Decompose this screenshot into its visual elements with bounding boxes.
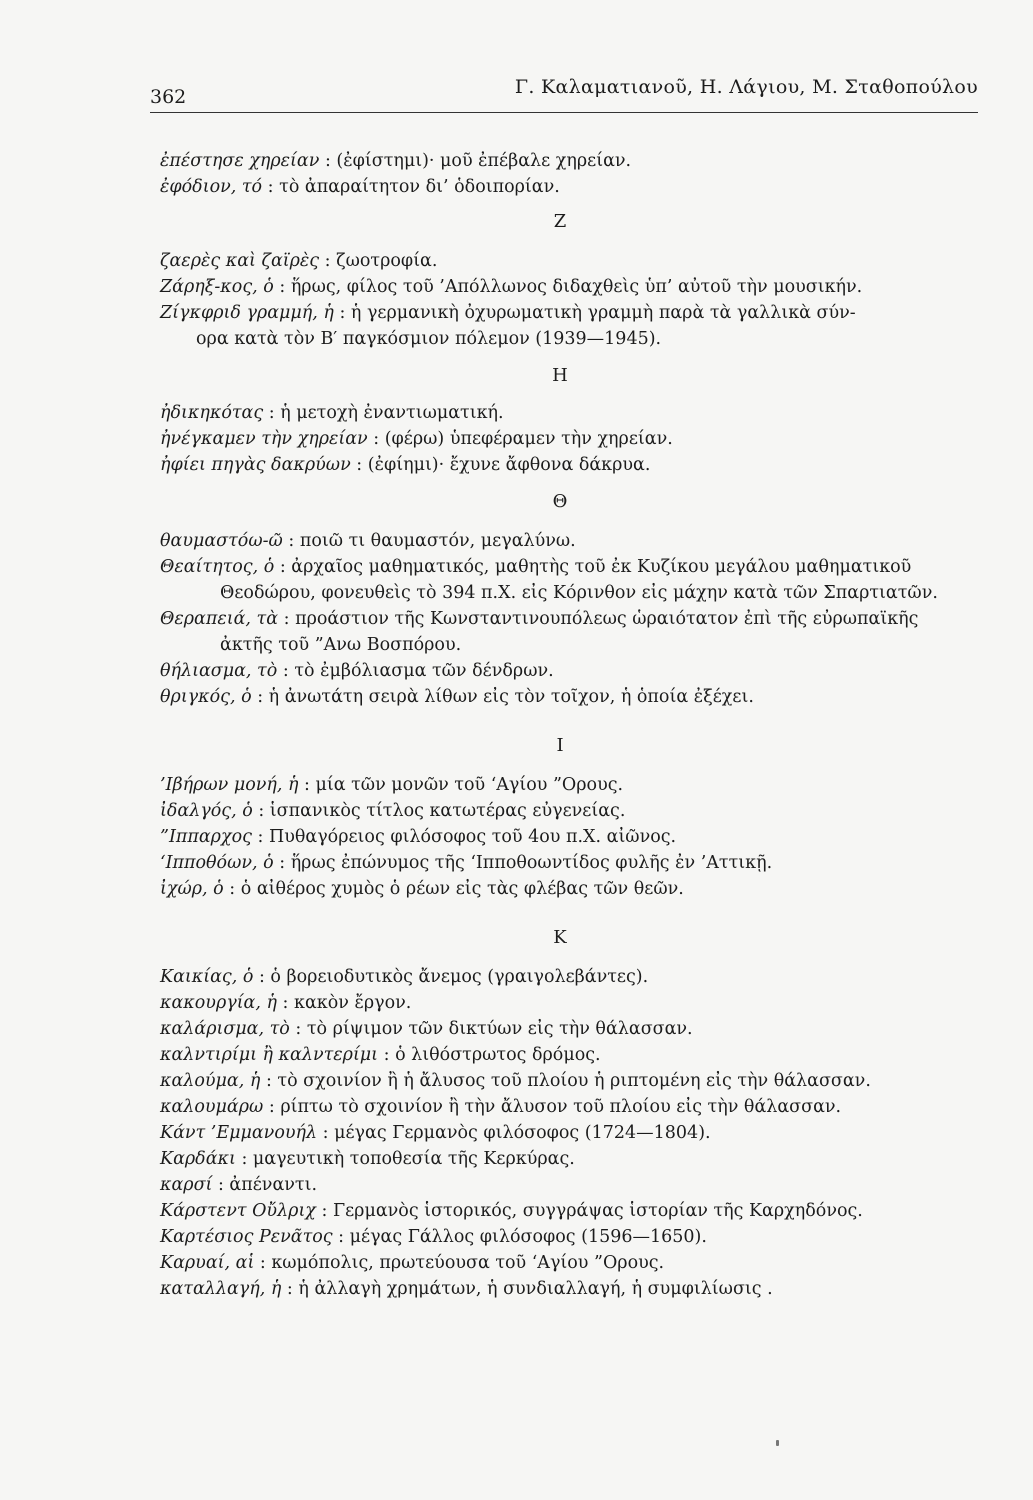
entry-separator: :	[252, 801, 270, 821]
glossary-section-z	[160, 248, 990, 352]
entry-separator: :	[273, 853, 291, 873]
entry-term: θήλιασμα, τὸ	[160, 661, 278, 681]
entry-separator: :	[253, 967, 271, 987]
entry-separator: :	[289, 1019, 307, 1039]
entry-definition: τὸ ἐμβόλιασμα τῶν δένδρων.	[294, 661, 554, 681]
glossary-entry	[160, 274, 990, 300]
entry-definition: ἥρως, φίλος τοῦ ’Απόλλωνος διδαχθεὶς ὑπ’ αὐτοῦ τὴν μουσικήν.	[290, 277, 863, 297]
entry-term: καλντιρίμι ἢ καλντερίμι	[160, 1045, 379, 1065]
glossary-section-e-tail	[160, 148, 990, 200]
entry-definition: κωμόπολις, πρωτεύουσα τοῦ ‘Αγίου ”Ορους.	[271, 1253, 665, 1273]
entry-definition: τὸ σχοινίον ἢ ἡ ἄλυσος τοῦ πλοίου ἡ ριπτομένη εἰς τὴν θάλασσαν.	[277, 1071, 871, 1091]
entry-separator: :	[263, 1097, 281, 1117]
entry-separator: :	[298, 775, 316, 795]
entry-separator: :	[260, 1071, 278, 1091]
entry-definition: προάστιον τῆς Κωνσταντινουπόλεως ὡραιότατον ἐπὶ τῆς εὐρωπαϊκῆς	[295, 609, 919, 629]
entry-definition: (ἐφίημι)· ἔχυνε ἄφθονα δάκρυα.	[367, 455, 651, 475]
section-letter-iota: Ι	[556, 735, 564, 756]
entry-term: ἠνέγκαμεν τὴν χηρείαν	[160, 429, 368, 449]
entry-term: ‘Ιπποθόων, ὁ	[160, 853, 274, 873]
glossary-entry	[160, 964, 990, 990]
glossary-entry	[160, 426, 990, 452]
entry-definition: ἡ ἀνωτάτη σειρὰ λίθων εἰς τὸν τοῖχον, ἡ ὁποία ἐξέχει.	[268, 687, 754, 707]
entry-separator: :	[282, 531, 300, 551]
glossary-entry	[160, 1146, 990, 1172]
glossary-section-kappa	[160, 964, 990, 1302]
glossary-entry	[160, 824, 990, 850]
entry-separator: :	[276, 993, 295, 1013]
glossary-section-eta	[160, 400, 990, 478]
glossary-entry	[160, 684, 990, 710]
entry-separator: :	[273, 277, 291, 297]
glossary-entry	[160, 798, 990, 824]
entry-separator: :	[278, 609, 296, 629]
entry-term: ἰδαλγός, ὁ	[160, 801, 253, 821]
entry-term: Θεραπειά, τὰ	[160, 609, 279, 629]
entry-definition: μία τῶν μονῶν τοῦ ‘Αγίου ”Ορους.	[315, 775, 624, 795]
entry-term: ’Ιβήρων μονή, ἡ	[160, 775, 299, 795]
entry-definition: ὁ λιθόστρωτος δρόμος.	[395, 1045, 601, 1065]
entry-term: ἐφόδιον, τό	[160, 177, 263, 197]
glossary-entry	[160, 1198, 990, 1224]
glossary-entry	[160, 1224, 990, 1250]
entry-continuation: ἀκτῆς τοῦ ”Ανω Βοσπόρου.	[220, 635, 462, 655]
entry-term: καλουμάρω	[160, 1097, 264, 1117]
glossary-entry	[160, 772, 990, 798]
entry-separator: :	[333, 303, 351, 323]
entry-definition: μέγας Γερμανὸς φιλόσοφος (1724—1804).	[334, 1123, 711, 1143]
entry-definition: τὸ ρίψιμον τῶν δικτύων εἰς τὴν θάλασσαν.	[306, 1019, 693, 1039]
entry-term: ἠδικηκότας	[160, 403, 264, 423]
entry-separator: :	[319, 151, 337, 171]
glossary-entry	[160, 452, 990, 478]
glossary-entry	[160, 1120, 990, 1146]
glossary-entry	[160, 1094, 990, 1120]
entry-separator: :	[350, 455, 368, 475]
entry-definition: ρίπτω τὸ σχοινίον ἢ τὴν ἄλυσον τοῦ πλοίου εἰς τὴν θάλασσαν.	[280, 1097, 842, 1117]
glossary-entry	[160, 606, 990, 632]
entry-separator: :	[277, 661, 295, 681]
entry-definition: ἡ γερμανικὴ ὀχυρωματικὴ γραμμὴ παρὰ τὰ γαλλικὰ σύν-	[350, 303, 856, 323]
glossary-entry	[160, 1042, 990, 1068]
entry-definition: ἀπέναντι.	[229, 1175, 318, 1195]
entry-separator: :	[315, 1201, 333, 1221]
entry-term: Καρδάκι	[160, 1149, 236, 1169]
section-letter-theta: Θ	[552, 491, 568, 512]
entry-definition: ζωοτροφία.	[336, 251, 438, 271]
entry-definition: τὸ ἀπαραίτητον δι’ ὁδοιπορίαν.	[279, 177, 560, 197]
entry-definition: Πυθαγόρειος φιλόσοφος τοῦ 4ου π.Χ. αἰῶνος.	[268, 827, 677, 847]
section-letter-kappa: Κ	[553, 927, 567, 948]
entry-term: Καρτέσιος Ρενᾶτος	[160, 1227, 333, 1247]
entry-definition: (ἐφίστημι)· μοῦ ἐπέβαλε χηρείαν.	[336, 151, 632, 171]
glossary-entry	[160, 876, 990, 902]
glossary-entry	[160, 400, 990, 426]
glossary-content	[160, 148, 990, 1302]
entry-separator: :	[317, 1123, 335, 1143]
entry-separator: :	[235, 1149, 253, 1169]
entry-definition: κακὸν ἔργον.	[294, 993, 412, 1013]
entry-term: καλάρισμα, τὸ	[160, 1019, 290, 1039]
glossary-entry	[160, 554, 990, 580]
entry-separator: :	[251, 827, 269, 847]
entry-separator: :	[251, 687, 269, 707]
entry-separator: :	[212, 1175, 230, 1195]
entry-definition: μέγας Γάλλος φιλόσοφος (1596—1650).	[349, 1227, 707, 1247]
glossary-entry	[160, 850, 990, 876]
glossary-entry	[160, 300, 990, 326]
entry-term: Καρυαί, αἱ	[160, 1253, 255, 1273]
entry-term: ”Ιππαρχος	[160, 827, 252, 847]
entry-definition: ὁ αἰθέρος χυμὸς ὁ ρέων εἰς τὰς φλέβας τῶν θεῶν.	[240, 879, 684, 899]
entry-term: Ζίγκφριδ γραμμή, ἡ	[160, 303, 334, 323]
entry-definition: ἡ ἀλλαγὴ χρημάτων, ἡ συνδιαλλαγή, ἡ συμφιλίωσις .	[298, 1279, 773, 1299]
entry-term: Κάρστεντ Οὔλριχ	[160, 1201, 316, 1221]
page-header	[150, 72, 978, 113]
glossary-entry	[160, 1276, 990, 1302]
entry-separator: :	[367, 429, 385, 449]
glossary-entry	[160, 148, 990, 174]
entry-term: Ζάρηξ-κος, ὁ	[160, 277, 274, 297]
section-letter-z: Ζ	[553, 211, 567, 232]
entry-term: ἐπέστησε χηρείαν	[160, 151, 320, 171]
entry-term: θριγκός, ὁ	[160, 687, 252, 707]
entry-separator: :	[332, 1227, 350, 1247]
glossary-entry	[160, 1068, 990, 1094]
entry-definition: ποιῶ τι θαυμαστόν, μεγαλύνω.	[299, 531, 576, 551]
glossary-entry	[160, 528, 990, 554]
entry-term: θαυμαστόω-ῶ	[160, 531, 283, 551]
entry-definition: Γερμανὸς ἱστορικός, συγγράψας ἱστορίαν τῆς Καρχηδόνος.	[332, 1201, 863, 1221]
entry-term: καλούμα, ἡ	[160, 1071, 261, 1091]
running-head: Γ. Καλαματιανοῦ, Η. Λάγιου, Μ. Σταθοπούλου	[514, 76, 978, 98]
entry-term: ἰχώρ, ὁ	[160, 879, 224, 899]
glossary-entry	[160, 1250, 990, 1276]
glossary-entry	[160, 248, 990, 274]
entry-term: ζαερὲς καὶ ζαϊρὲς	[160, 251, 320, 271]
glossary-entry	[160, 1016, 990, 1042]
entry-separator: :	[378, 1045, 396, 1065]
entry-term: κακουργία, ἡ	[160, 993, 277, 1013]
entry-separator: :	[274, 557, 292, 577]
entry-definition: ἱσπανικὸς τίτλος κατωτέρας εὐγενείας.	[269, 801, 626, 821]
page-number: 362	[150, 86, 187, 108]
glossary-entry	[160, 1172, 990, 1198]
entry-separator: :	[263, 403, 281, 423]
glossary-section-iota	[160, 772, 990, 902]
entry-term: καρσί	[160, 1175, 213, 1195]
entry-separator: :	[223, 879, 241, 899]
entry-continuation: Θεοδώρου, φονευθεὶς τὸ 394 π.Χ. εἰς Κόρινθον εἰς μάχην κατὰ τῶν Σπαρτιατῶν.	[220, 583, 938, 603]
entry-separator: :	[254, 1253, 272, 1273]
entry-definition: ἀρχαῖος μαθηματικός, μαθητὴς τοῦ ἐκ Κυζίκου μεγάλου μαθηματικοῦ	[291, 557, 912, 577]
entry-separator: :	[262, 177, 280, 197]
entry-separator: :	[281, 1279, 299, 1299]
entry-continuation: ορα κατὰ τὸν Β′ παγκόσμιον πόλεμον (1939—1945).	[196, 329, 662, 349]
entry-term: Καικίας, ὁ	[160, 967, 254, 987]
glossary-entry	[160, 658, 990, 684]
section-letter-eta: Η	[552, 365, 568, 386]
entry-term: ἠφίει πηγὰς δακρύων	[160, 455, 351, 475]
glossary-section-theta	[160, 528, 990, 710]
entry-term: Κάντ ’Εμμανουήλ	[160, 1123, 318, 1143]
entry-definition: ἥρως ἐπώνυμος τῆς ‘Ιπποθοωντίδος φυλῆς ἐν ’Αττικῇ.	[290, 853, 773, 873]
entry-definition: μαγευτικὴ τοποθεσία τῆς Κερκύρας.	[252, 1149, 575, 1169]
entry-term: Θεαίτητος, ὁ	[160, 557, 275, 577]
entry-definition: ὁ βορειοδυτικὸς ἄνεμος (γραιγολεβάντες).	[270, 967, 649, 987]
entry-definition: ἡ μετοχὴ ἐναντιωματική.	[280, 403, 504, 423]
entry-definition: (φέρω) ὑπεφέραμεν τὴν χηρείαν.	[384, 429, 673, 449]
ink-speck	[776, 1440, 779, 1446]
glossary-entry	[160, 990, 990, 1016]
entry-term: καταλλαγή, ἡ	[160, 1279, 282, 1299]
entry-separator: :	[319, 251, 337, 271]
glossary-entry	[160, 174, 990, 200]
